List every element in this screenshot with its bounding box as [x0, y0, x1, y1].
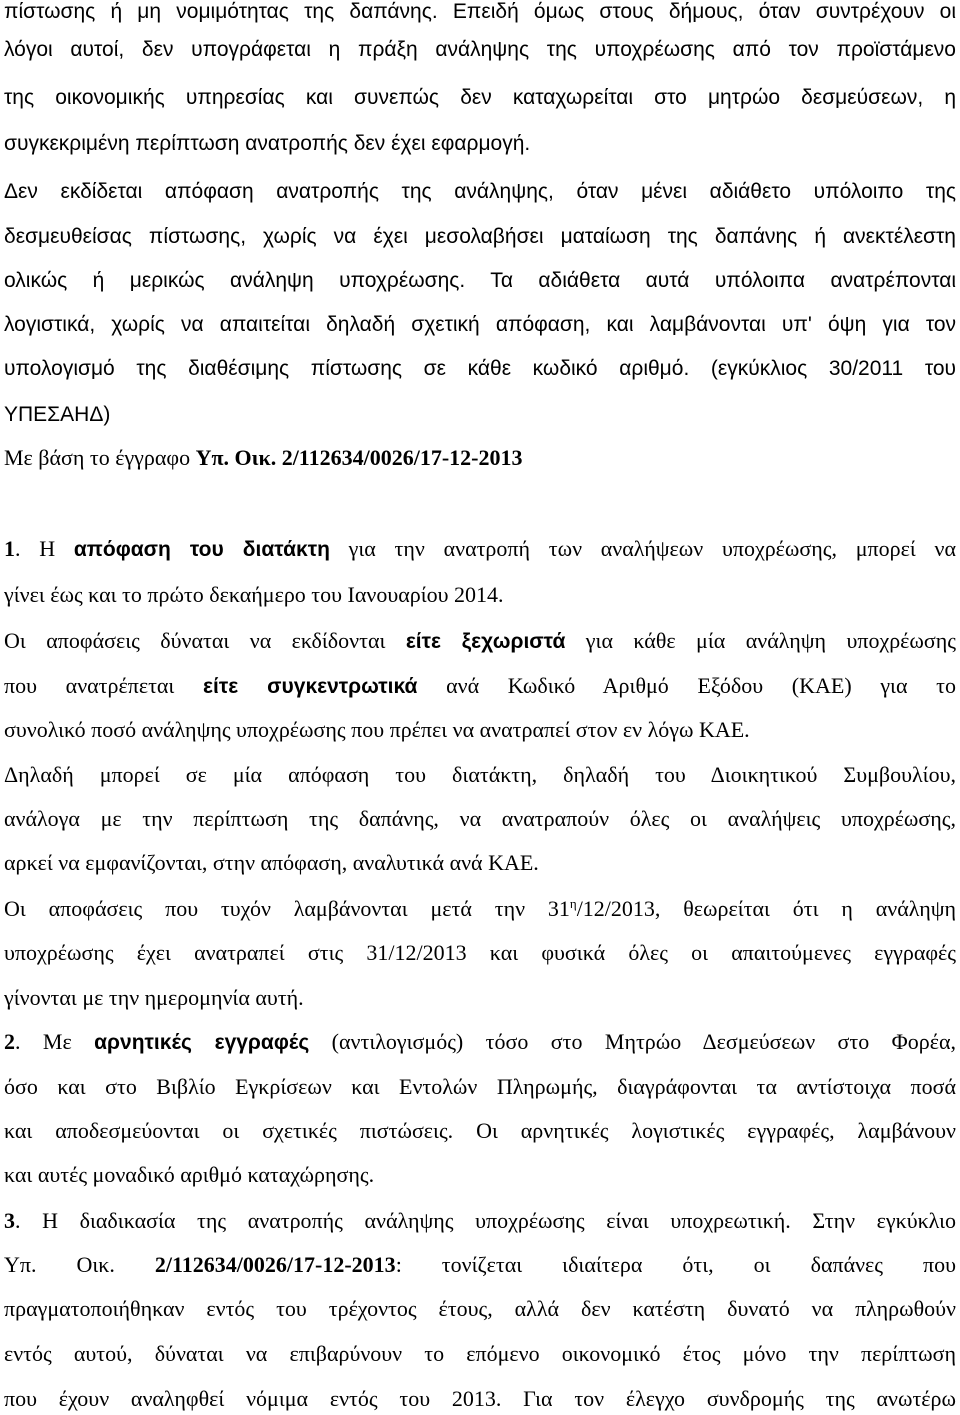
- document-reference: Υπ. Οικ. 2/112634/0026/17-12-2013: [195, 445, 523, 470]
- text-line: Δηλαδή μπορεί σε μία απόφαση του διατάκτη, δηλαδή του Διοικητικού Συμβουλίου,: [4, 762, 956, 787]
- text-line: πραγματοποιήθηκαν εντός του τρέχοντος έτους, αλλά δεν κατέστη δυνατό να πληρωθούν: [4, 1296, 956, 1321]
- text-line: δεσμευθείσας πίστωσης, χωρίς να έχει μεσολαβήσει ματαίωση της δαπάνης ή ανεκτέλεστη: [4, 225, 956, 248]
- item-number: 1: [4, 536, 15, 561]
- item-2-line: 2. Με αρνητικές εγγραφές (αντιλογισμός) τόσο στο Μητρώο Δεσμεύσεων στο Φορέα,: [4, 1029, 956, 1054]
- text-line: γίνει έως και το πρώτο δεκαήμερο του Ιανουαρίου 2014.: [4, 582, 504, 607]
- text-line: και αποδεσμεύονται οι σχετικές πιστώσεις. Οι αρνητικές λογιστικές εγγραφές, λαμβάνουν: [4, 1118, 956, 1143]
- text-line: συγκεκριμένη περίπτωση ανατροπής δεν έχει εφαρμογή.: [4, 132, 531, 155]
- item-number: 3: [4, 1208, 15, 1233]
- text-line: Δεν εκδίδεται απόφαση ανατροπής της ανάληψης, όταν μένει αδιάθετο υπόλοιπο της: [4, 180, 956, 203]
- text-line: ανάλογα με την περίπτωση της δαπάνης, να ανατραπούν όλες οι αναλήψεις υποχρέωσης,: [4, 806, 956, 831]
- text-line: που ανατρέπεται είτε συγκεντρωτικά ανά Κωδικό Αριθμό Εξόδου (ΚΑΕ) για το: [4, 673, 957, 698]
- text-line: Υπ. Οικ. 2/112634/0026/17-12-2013: τονίζεται ιδιαίτερα ότι, οι δαπάνες που: [4, 1252, 956, 1277]
- text-line: υποχρέωσης έχει ανατραπεί στις 31/12/2013 και φυσικά όλες οι απαιτούμενες εγγραφές: [4, 940, 956, 965]
- reference-line: Με βάση το έγγραφο Υπ. Οικ. 2/112634/0026/17-12-2013: [4, 445, 523, 470]
- text-line: πίστωσης ή μη νομιμότητας της δαπάνης. Επειδή όμως στους δήμους, όταν συντρέχουν οι: [4, 0, 956, 23]
- text-line: και αυτές μοναδικό αριθμό καταχώρησης.: [4, 1162, 375, 1187]
- text-line: συνολικό ποσό ανάληψης υποχρέωσης που πρέπει να ανατραπεί στον εν λόγω ΚΑΕ.: [4, 717, 750, 742]
- text-line: ολικώς ή μερικώς ανάληψη υποχρέωσης. Τα αδιάθετα αυτά υπόλοιπα ανατρέπονται: [4, 269, 956, 292]
- text-line: λόγοι αυτοί, δεν υπογράφεται η πράξη ανάληψης της υποχρέωσης από τον προϊστάμενο: [4, 38, 956, 61]
- text-line: όσο και στο Βιβλίο Εγκρίσεων και Εντολών Πληρωμής, διαγράφονται τα αντίστοιχα ποσά: [4, 1074, 956, 1099]
- document-reference: 2/112634/0026/17-12-2013: [154, 1252, 396, 1277]
- text-line: γίνονται με την ημερομηνία αυτή.: [4, 985, 304, 1010]
- text-line: Οι αποφάσεις δύναται να εκδίδονται είτε ξεχωριστά για κάθε μία ανάληψη υποχρέωσης: [4, 628, 956, 653]
- item-3-line: 3. Η διαδικασία της ανατροπής ανάληψης υποχρέωσης είναι υποχρεωτική. Στην εγκύκλιο: [4, 1208, 956, 1233]
- text-line: εντός αυτού, δύναται να επιβαρύνουν το επόμενο οικονομικό έτος μόνο την περίπτωση: [4, 1341, 956, 1366]
- text-line: της οικονομικής υπηρεσίας και συνεπώς δεν καταχωρείται στο μητρώο δεσμεύσεων, η: [4, 86, 956, 109]
- text-line: Οι αποφάσεις που τυχόν λαμβάνονται μετά την $31^\eta/12/2013$, θεωρείται ότι η ανάληψη: [4, 896, 956, 921]
- text-line: υπολογισμό της διαθέσιμης πίστωσης σε κάθε κωδικό αριθμό. (εγκύκλιος 30/2011 του: [4, 357, 956, 380]
- item-number: 2: [4, 1029, 15, 1054]
- text-line: αρκεί να εμφανίζονται, στην απόφαση, αναλυτικά ανά ΚΑΕ.: [4, 850, 539, 875]
- text-line: ΥΠΕΣΑΗΔ): [4, 403, 111, 426]
- text-line: που έχουν αναληφθεί νόμιμα εντός του 2013. Για τον έλεγχο συνδρομής της ανωτέρω: [4, 1386, 956, 1411]
- text-line: λογιστικά, χωρίς να απαιτείται δηλαδή σχετική απόφαση, και λαμβάνονται υπ' όψη για τον: [4, 313, 956, 336]
- item-1-line: 1. Η απόφαση του διατάκτη για την ανατροπή των αναλήψεων υποχρέωσης, μπορεί να: [4, 536, 956, 561]
